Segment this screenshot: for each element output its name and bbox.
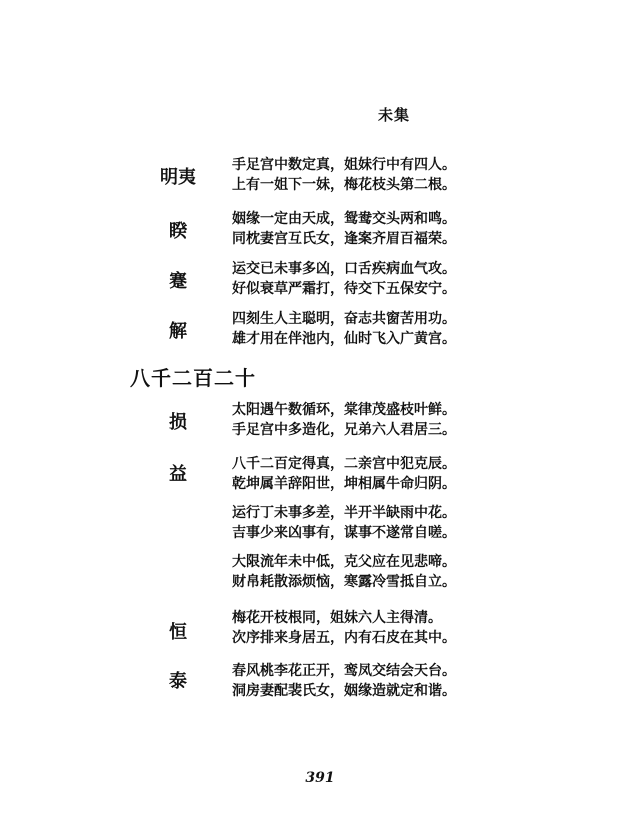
page-number: 391 <box>305 770 335 786</box>
verse <box>232 259 456 299</box>
verse-line: 梅花开枝根同，姐妹六人主得清。 <box>232 610 442 626</box>
verse-line: 春风桃李花正开，鸾凤交结会天台。 <box>232 663 456 679</box>
verse-line: 好似衰草严霜打，待交下五保安宁。 <box>232 281 456 297</box>
verse-line: 雄才用在伴池内，仙时飞入广黄宫。 <box>232 331 456 347</box>
gua-name: 蹇 <box>169 271 187 292</box>
verse-line: 次序排来身居五，内有石皮在其中。 <box>232 630 456 646</box>
gua-name: 泰 <box>169 671 187 692</box>
verse-line: 大限流年未中低，克父应在见悲啼。 <box>232 554 456 570</box>
verse-line: 洞房妻配裴氏女，姻缘造就定和谐。 <box>232 683 456 699</box>
verse-line: 运交已未事多凶，口舌疾病血气攻。 <box>232 261 456 277</box>
verse-line: 运行丁未事多差，半开半缺雨中花。 <box>232 505 456 521</box>
verse <box>232 400 456 440</box>
verse <box>232 309 456 349</box>
page-header: 未集 <box>378 106 411 124</box>
verse-line: 太阳遇午数循环，棠律茂盛枝叶鲜。 <box>232 402 456 418</box>
verse <box>232 608 456 648</box>
gua-name: 恒 <box>169 622 187 643</box>
gua-name: 睽 <box>169 221 187 242</box>
gua-name: 损 <box>169 412 187 433</box>
verse-line: 手足宫中多造化，兄弟六人君居三。 <box>232 422 456 438</box>
verse-line: 手足宫中数定真，姐妹行中有四人。 <box>232 157 456 173</box>
verse-line: 八千二百定得真，二亲宫中犯克辰。 <box>232 456 456 472</box>
verse-line: 四刻生人主聪明，奋志共窗苦用功。 <box>232 311 456 327</box>
section-number: 八千二百二十 <box>130 366 256 390</box>
verse <box>232 503 456 543</box>
verse <box>232 552 456 592</box>
verse-line: 上有一姐下一妹，梅花枝头第二根。 <box>232 177 456 193</box>
verse <box>232 155 456 195</box>
verse-line: 乾坤属羊辞阳世，坤相属牛命归阴。 <box>232 476 456 492</box>
verse <box>232 209 456 249</box>
gua-name: 益 <box>169 464 187 485</box>
verse-line: 财帛耗散添烦恼，寒露冷雪抵自立。 <box>232 574 456 590</box>
gua-name: 解 <box>169 321 187 342</box>
verse-line: 姻缘一定由天成，鸳鸯交头两和鸣。 <box>232 211 456 227</box>
verse-line: 吉事少来凶事有，谋事不遂常自嗟。 <box>232 525 456 541</box>
verse <box>232 661 456 701</box>
verse <box>232 454 456 494</box>
verse-line: 同枕妻宫互氏女，逢案齐眉百福荣。 <box>232 231 456 247</box>
gua-name: 明夷 <box>160 167 196 188</box>
